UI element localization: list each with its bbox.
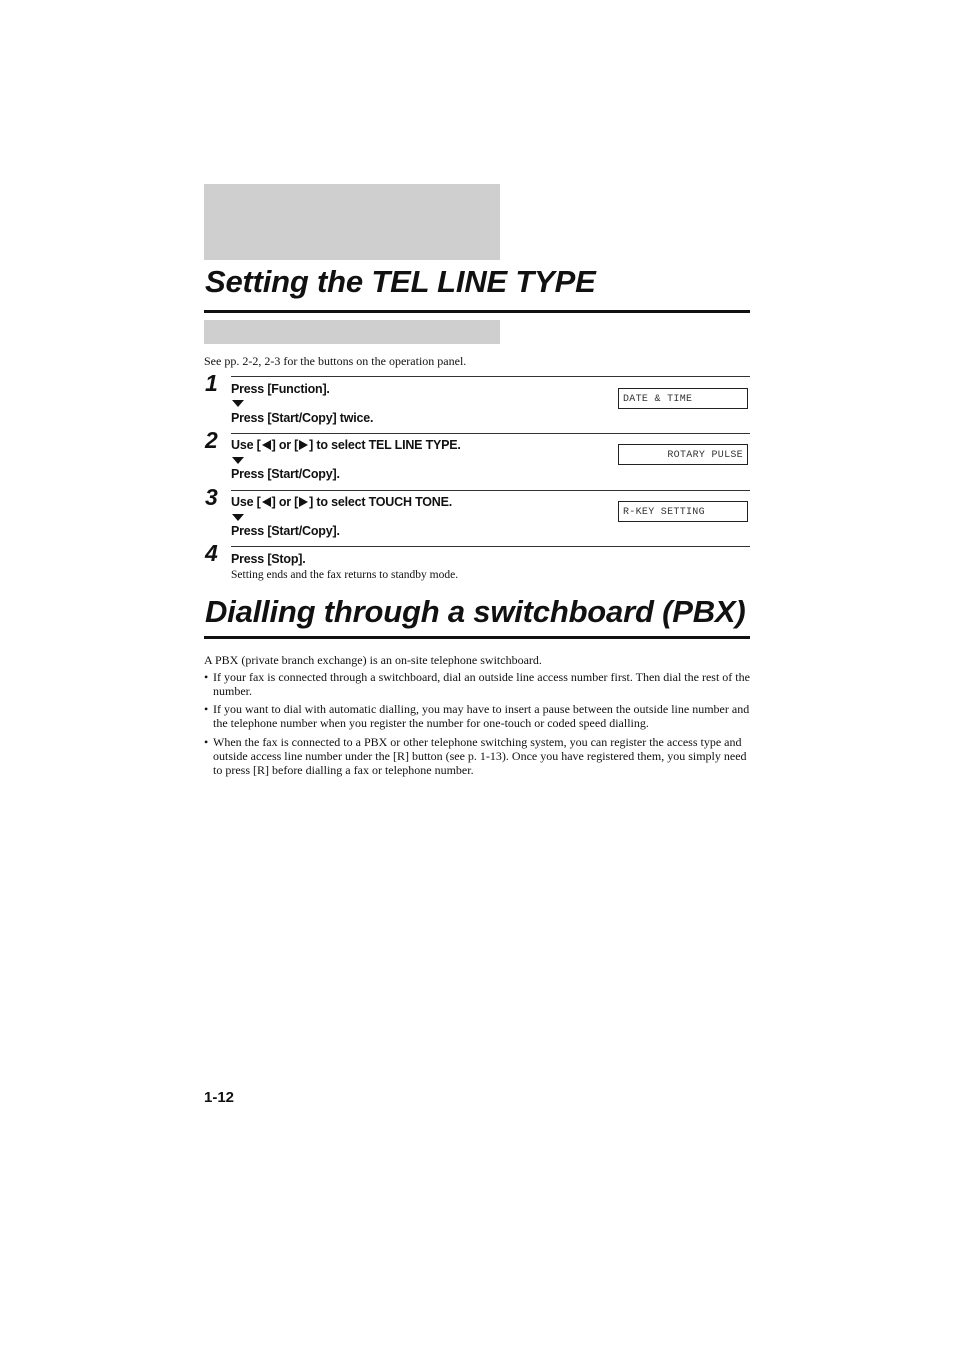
step-3-suffix: ] to select TOUCH TONE. xyxy=(309,495,453,509)
step-1-rule xyxy=(231,376,750,377)
lcd-display-step-2: ROTARY PULSE xyxy=(618,444,748,465)
subheader-gray-strip xyxy=(204,320,500,344)
list-item xyxy=(204,735,750,777)
step-3-rule xyxy=(231,490,750,491)
step-2-suffix: ] to select TEL LINE TYPE. xyxy=(309,438,461,452)
page-number: 1-12 xyxy=(204,1089,235,1106)
left-arrow-key-icon xyxy=(262,497,271,507)
step-2-rule xyxy=(231,433,750,434)
step-1-number: 1 xyxy=(205,370,218,396)
lcd-display-step-1: DATE & TIME xyxy=(618,388,748,409)
step-4-number: 4 xyxy=(205,540,218,566)
down-arrow-icon xyxy=(232,514,244,521)
down-arrow-icon xyxy=(232,457,244,464)
section-title-rule xyxy=(204,310,750,313)
step-3-mid: ] or [ xyxy=(271,495,299,509)
header-gray-block xyxy=(204,184,500,260)
lcd-display-step-3: R-KEY SETTING xyxy=(618,501,748,522)
section-title-pbx: Dialling through a switchboard (PBX) xyxy=(205,594,746,629)
step-2-line-2: Press [Start/Copy]. xyxy=(231,467,340,481)
step-1-line-1: Press [Function]. xyxy=(231,382,330,396)
pbx-intro: A PBX (private branch exchange) is an on-site telephone switchboard. xyxy=(204,653,542,667)
step-2-mid: ] or [ xyxy=(271,438,299,452)
list-item xyxy=(204,670,750,698)
step-4-line-1: Press [Stop]. xyxy=(231,552,306,566)
bullet-dot: • xyxy=(204,670,209,684)
step-3-line-2: Press [Start/Copy]. xyxy=(231,524,340,538)
step-2-line-1 xyxy=(231,439,461,452)
section-title-pbx-rule xyxy=(204,636,750,639)
step-3-number: 3 xyxy=(205,484,218,510)
bullet-text: If you want to dial with automatic dialling, you may have to insert a pause between the outside line number and the telephone number when you register the number for one-touch or coded speed dialling. xyxy=(213,702,750,730)
left-arrow-key-icon xyxy=(262,440,271,450)
bullet-text: If your fax is connected through a switchboard, dial an outside line access number first. Then dial the rest of the number. xyxy=(213,670,750,698)
right-arrow-key-icon xyxy=(299,497,308,507)
step-2-number: 2 xyxy=(205,427,218,453)
step-1-line-2: Press [Start/Copy] twice. xyxy=(231,411,374,425)
list-item xyxy=(204,702,750,730)
right-arrow-key-icon xyxy=(299,440,308,450)
step-3-prefix: Use [ xyxy=(231,495,261,509)
bullet-text: When the fax is connected to a PBX or other telephone switching system, you can register the access type and outside access line number under the [R] button (see p. 1-13). Once you have registered them, you simply need to press [R] before dialling a fax or telephone number. xyxy=(213,735,747,777)
down-arrow-icon xyxy=(232,400,244,407)
section-title-tel-line-type: Setting the TEL LINE TYPE xyxy=(205,264,596,299)
step-3-line-1 xyxy=(231,496,452,509)
step-4-note: Setting ends and the fax returns to standby mode. xyxy=(231,569,459,581)
step-2-prefix: Use [ xyxy=(231,438,261,452)
step-4-rule xyxy=(231,546,750,547)
bullet-dot: • xyxy=(204,702,209,716)
bullet-dot: • xyxy=(204,735,209,749)
operation-panel-note: See pp. 2-2, 2-3 for the buttons on the operation panel. xyxy=(204,354,467,368)
